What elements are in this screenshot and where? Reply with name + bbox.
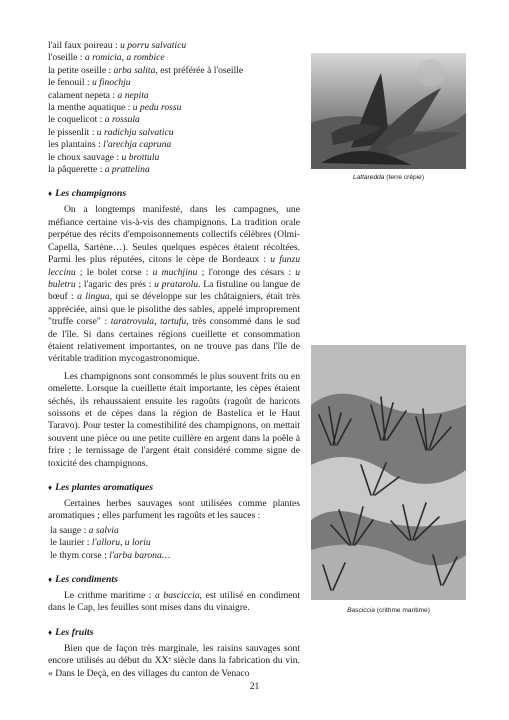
bullet-icon: ♦	[48, 189, 53, 199]
caption-basciccia: Basciccia (crithme maritime)	[347, 607, 430, 614]
text-column	[48, 40, 300, 685]
paragraph-aromatiques: Certaines herbes sauvages sont utilisées comme plantes aromatiques ; elles parfument les ragoûts et les sauces :	[48, 498, 300, 522]
photo-basciccia	[311, 345, 466, 600]
paragraph-fruits: Bien que de façon très marginale, les raisins sauvages sont encore utilisés au début du XXᵉ siècle dans la fabrication du vin. « Dans le Deçà, en des villages du canton de Venaco	[48, 642, 300, 679]
caption-lattaredda: Lattaredda (terre crépie)	[352, 174, 425, 181]
plant-list-item: la pâquerette : a prattelina	[48, 164, 150, 176]
paragraph-champignons-2: Les champignons sont consommés le plus souvent frits ou en omelette. Lorsque la cueillette était importante, les cèpes étaient séchés, ils rehaussaient ensuite les ragoûts (ragoût de haricots soissons et de cèpes dans la région de Bastelica et le Haut Taravo). Pour tester la comestibilité des champignons, on mettait souvent une pièce ou une petite cuillère en argent dans la poêle à frire ; le ternissage de l'argent était considéré comme signe de toxicité des champignons.	[48, 370, 300, 469]
plant-list-item: les plantains : l'arechja capruna	[48, 139, 172, 151]
plant-list-item: le fenouil : u finochju	[48, 77, 131, 89]
herb-list-item: le thym corse : l'arba barona…	[50, 549, 171, 561]
paragraph-champignons-1: On a longtemps manifesté, dans les campagnes, une méfiance certaine vis-à-vis des champignons. La tradition orale perpétue des récits d'empoisonnements collectifs célèbres (Olmi-Capella, Sartène…). Seules quelques espèces étaient récoltées. Parmi les plus réputées, citons le cèpe de Bordeaux : u funzu leccinu ; le bolet corse : u muchjinu ; l'oronge des césars : u buletru ; l'agaric des prés : u pratarolu. La fistuline ou langue de bœuf : a lingua, qui se développe sur les châtaigniers, était très appréciée, ainsi que le pisolithe des sables, appelé improprement "truffe corse" : taratrovula, tartufu, très consommé dans le sud de l'île. Si dans certaines régions cueillette et consommation étaient relativement importantes, on ne trouve pas dans l'île de véritable tradition mycogastronomique.	[48, 204, 300, 365]
plant-list-item: le choux sauvage : u brottulu	[48, 151, 160, 163]
section-heading-fruits: ♦ Les fruits	[48, 626, 94, 638]
plant-list-item: la petite oseille : arba salita, est préférée à l'oseille	[48, 64, 244, 76]
photo-lattaredda	[311, 53, 466, 169]
bullet-icon: ♦	[48, 627, 53, 637]
plant-list-item: calament nepeta : a nepita	[48, 89, 149, 101]
plant-list	[48, 40, 300, 176]
bullet-icon: ♦	[48, 575, 53, 585]
plant-list-item: l'ail faux poireau : u porru salvaticu	[48, 40, 187, 51]
photo-lattaredda-image	[311, 53, 466, 169]
section-heading-condiments: ♦ Les condiments	[48, 574, 118, 586]
herb-list-item: le laurier : l'alloru, u loriu	[50, 537, 151, 549]
page-number: 21	[249, 681, 260, 692]
bullet-icon: ♦	[48, 483, 53, 492]
herb-list	[48, 525, 300, 562]
paragraph-condiments: Le crithme maritime : a basciccia, est utilisé en condiment dans le Cap, les feuilles sont mises dans du vinaigre.	[48, 590, 301, 614]
plant-list-item: le pissenlit : u radichju salvaticu	[48, 126, 174, 138]
photo-basciccia-image	[311, 345, 466, 600]
section-heading-champignons: ♦ Les champignons	[48, 188, 127, 200]
plant-list-item: la menthe aquatique : u pedu rossu	[48, 102, 182, 114]
plant-list-item: l'oseille : a romicia, a rombice	[48, 52, 165, 64]
section-heading-aromatiques: ♦ Les plantes aromatiques	[48, 482, 154, 493]
herb-list-item: la sauge : a salvia	[50, 524, 119, 536]
plant-list-item: le coquelicot : a rossula	[48, 114, 140, 126]
